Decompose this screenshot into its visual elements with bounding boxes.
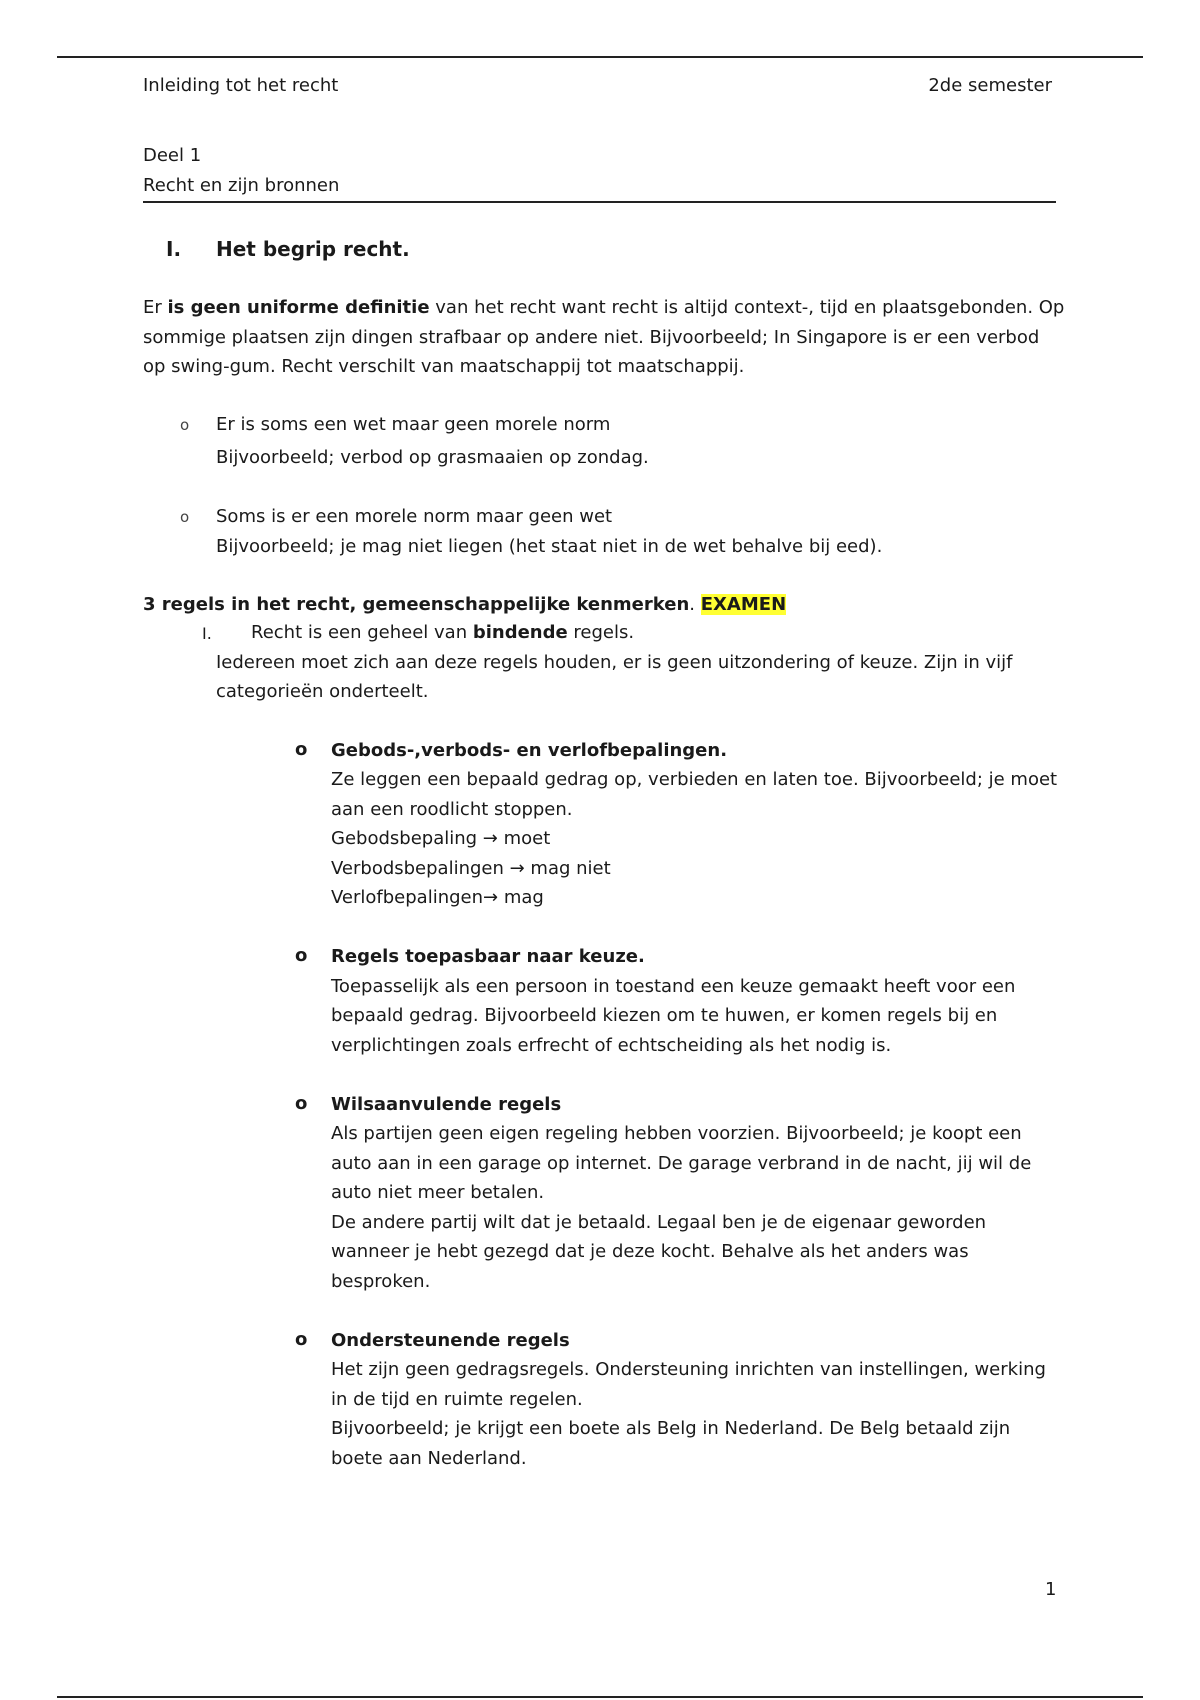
category-line: Toepasselijk als een persoon in toestand een keuze gemaakt heeft voor een [331, 976, 1016, 997]
category-line: auto niet meer betalen. [331, 1182, 545, 1203]
category-line: aan een roodlicht stoppen. [331, 799, 573, 820]
rule-desc-line-2: categorieën onderteelt. [216, 681, 429, 702]
part-label: Deel 1 [143, 145, 202, 166]
category-line: Gebodsbepaling → moet [331, 828, 551, 849]
page-number: 1 [1045, 1579, 1057, 1600]
bottom-rule [57, 1696, 1143, 1698]
rule-item-number: I. [202, 624, 212, 643]
top-rule [57, 56, 1143, 58]
category-title: Gebods-,verbods- en verlofbepalingen. [331, 740, 728, 761]
intro-line-3: op swing-gum. Recht verschilt van maatschappij tot maatschappij. [143, 356, 745, 377]
bullet-example: Bijvoorbeeld; verbod op grasmaaien op zondag. [216, 447, 649, 468]
category-line: besproken. [331, 1271, 431, 1292]
category-marker: o [295, 1093, 308, 1114]
rule-item-text: Recht is een geheel van bindende regels. [251, 622, 635, 643]
category-line: bepaald gedrag. Bijvoorbeeld kiezen om te huwen, er komen regels bij en [331, 1005, 998, 1026]
category-line: Verbodsbepalingen → mag niet [331, 858, 611, 879]
category-line: De andere partij wilt dat je betaald. Legaal ben je de eigenaar geworden [331, 1212, 987, 1233]
category-line: Als partijen geen eigen regeling hebben voorzien. Bijvoorbeeld; je koopt een [331, 1123, 1022, 1144]
rule-desc-line-1: Iedereen moet zich aan deze regels houden, er is geen uitzondering of keuze. Zijn in vijf [216, 652, 1013, 673]
section-title: Het begrip recht. [216, 237, 410, 261]
category-title: Wilsaanvulende regels [331, 1094, 562, 1115]
course-title: Inleiding tot het recht [143, 75, 339, 96]
category-line: boete aan Nederland. [331, 1448, 527, 1469]
category-line: Ze leggen een bepaald gedrag op, verbieden en laten toe. Bijvoorbeeld; je moet [331, 769, 1058, 790]
rules-heading: 3 regels in het recht, gemeenschappelijke kenmerken. EXAMEN [143, 594, 787, 615]
header-underline [143, 201, 1056, 203]
category-marker: o [295, 739, 308, 760]
intro-line-2: sommige plaatsen zijn dingen strafbaar op andere niet. Bijvoorbeeld; In Singapore is er een verbod [143, 327, 1040, 348]
category-line: wanneer je hebt gezegd dat je deze kocht. Behalve als het anders was [331, 1241, 969, 1262]
section-number: I. [166, 237, 182, 261]
category-line: in de tijd en ruimte regelen. [331, 1389, 583, 1410]
category-marker: o [295, 1329, 308, 1350]
intro-line-1: Er is geen uniforme definitie van het recht want recht is altijd context-, tijd en plaatsgebonden. Op [143, 297, 1065, 318]
category-line: Verlofbepalingen→ mag [331, 887, 544, 908]
category-marker: o [295, 945, 308, 966]
bullet-marker: o [180, 508, 190, 526]
category-title: Regels toepasbaar naar keuze. [331, 946, 645, 967]
exam-highlight: EXAMEN [700, 594, 787, 615]
category-line: Bijvoorbeeld; je krijgt een boete als Belg in Nederland. De Belg betaald zijn [331, 1418, 1011, 1439]
part-title: Recht en zijn bronnen [143, 175, 340, 196]
category-line: verplichtingen zoals erfrecht of echtscheiding als het nodig is. [331, 1035, 892, 1056]
bullet-marker: o [180, 416, 190, 434]
category-line: Het zijn geen gedragsregels. Ondersteuning inrichten van instellingen, werking [331, 1359, 1046, 1380]
category-line: auto aan in een garage op internet. De garage verbrand in de nacht, jij wil de [331, 1153, 1032, 1174]
bullet-text: Soms is er een morele norm maar geen wet [216, 506, 613, 527]
category-title: Ondersteunende regels [331, 1330, 570, 1351]
bullet-example: Bijvoorbeeld; je mag niet liegen (het staat niet in de wet behalve bij eed). [216, 536, 883, 557]
bullet-text: Er is soms een wet maar geen morele norm [216, 414, 611, 435]
semester-label: 2de semester [928, 75, 1052, 96]
